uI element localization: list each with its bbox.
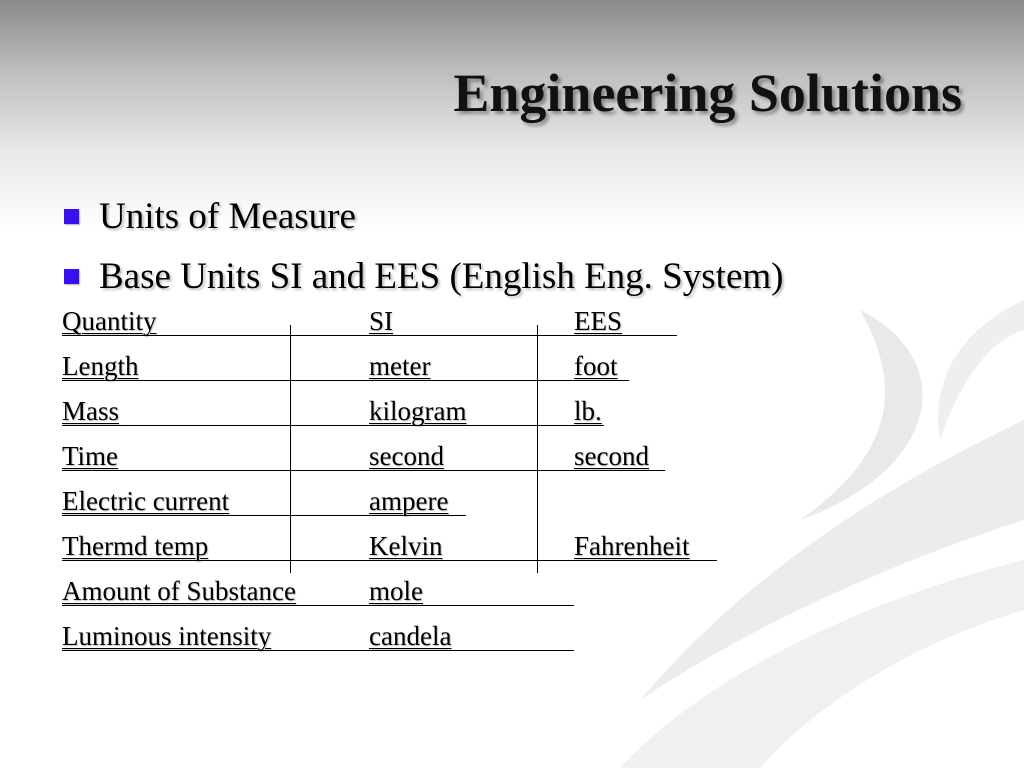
cell-quantity: Electric current	[62, 486, 230, 516]
cell-si: meter	[369, 351, 431, 381]
units-table	[62, 303, 722, 663]
cell-ees: lb.	[574, 396, 602, 426]
table-header-row	[62, 303, 722, 348]
table-row	[62, 573, 722, 618]
cell-si: kilogram	[369, 396, 467, 426]
bullet-list	[64, 186, 783, 306]
table-row	[62, 348, 722, 393]
bullet-item	[64, 186, 783, 246]
table-row	[62, 483, 722, 528]
cell-si: mole	[369, 576, 423, 606]
bullet-text: Units of Measure	[99, 195, 356, 237]
cell-quantity: Time	[62, 441, 119, 471]
header-quantity: Quantity	[62, 306, 157, 336]
table-row	[62, 528, 722, 573]
square-bullet-icon	[64, 269, 79, 284]
table-row	[62, 393, 722, 438]
header-ees: EES	[574, 306, 623, 336]
slide-title: Engineering Solutions	[453, 63, 962, 123]
cell-quantity: Length	[62, 351, 139, 381]
cell-quantity: Luminous intensity	[62, 621, 272, 651]
cell-si: Kelvin	[369, 531, 443, 561]
cell-ees: second	[574, 441, 649, 471]
cell-ees: foot	[574, 351, 618, 381]
cell-si: ampere	[369, 486, 449, 516]
table-row	[62, 618, 722, 663]
cell-si: second	[369, 441, 444, 471]
cell-quantity: Amount of Substance	[62, 576, 296, 606]
cell-quantity: Mass	[62, 396, 120, 426]
cell-ees: Fahrenheit	[574, 531, 690, 561]
cell-si: candela	[369, 621, 452, 651]
bullet-item	[64, 246, 783, 306]
cell-quantity: Thermd temp	[62, 531, 209, 561]
header-si: SI	[369, 306, 394, 336]
bullet-text: Base Units SI and EES (English Eng. System)	[99, 255, 784, 297]
table-row	[62, 438, 722, 483]
square-bullet-icon	[64, 209, 79, 224]
